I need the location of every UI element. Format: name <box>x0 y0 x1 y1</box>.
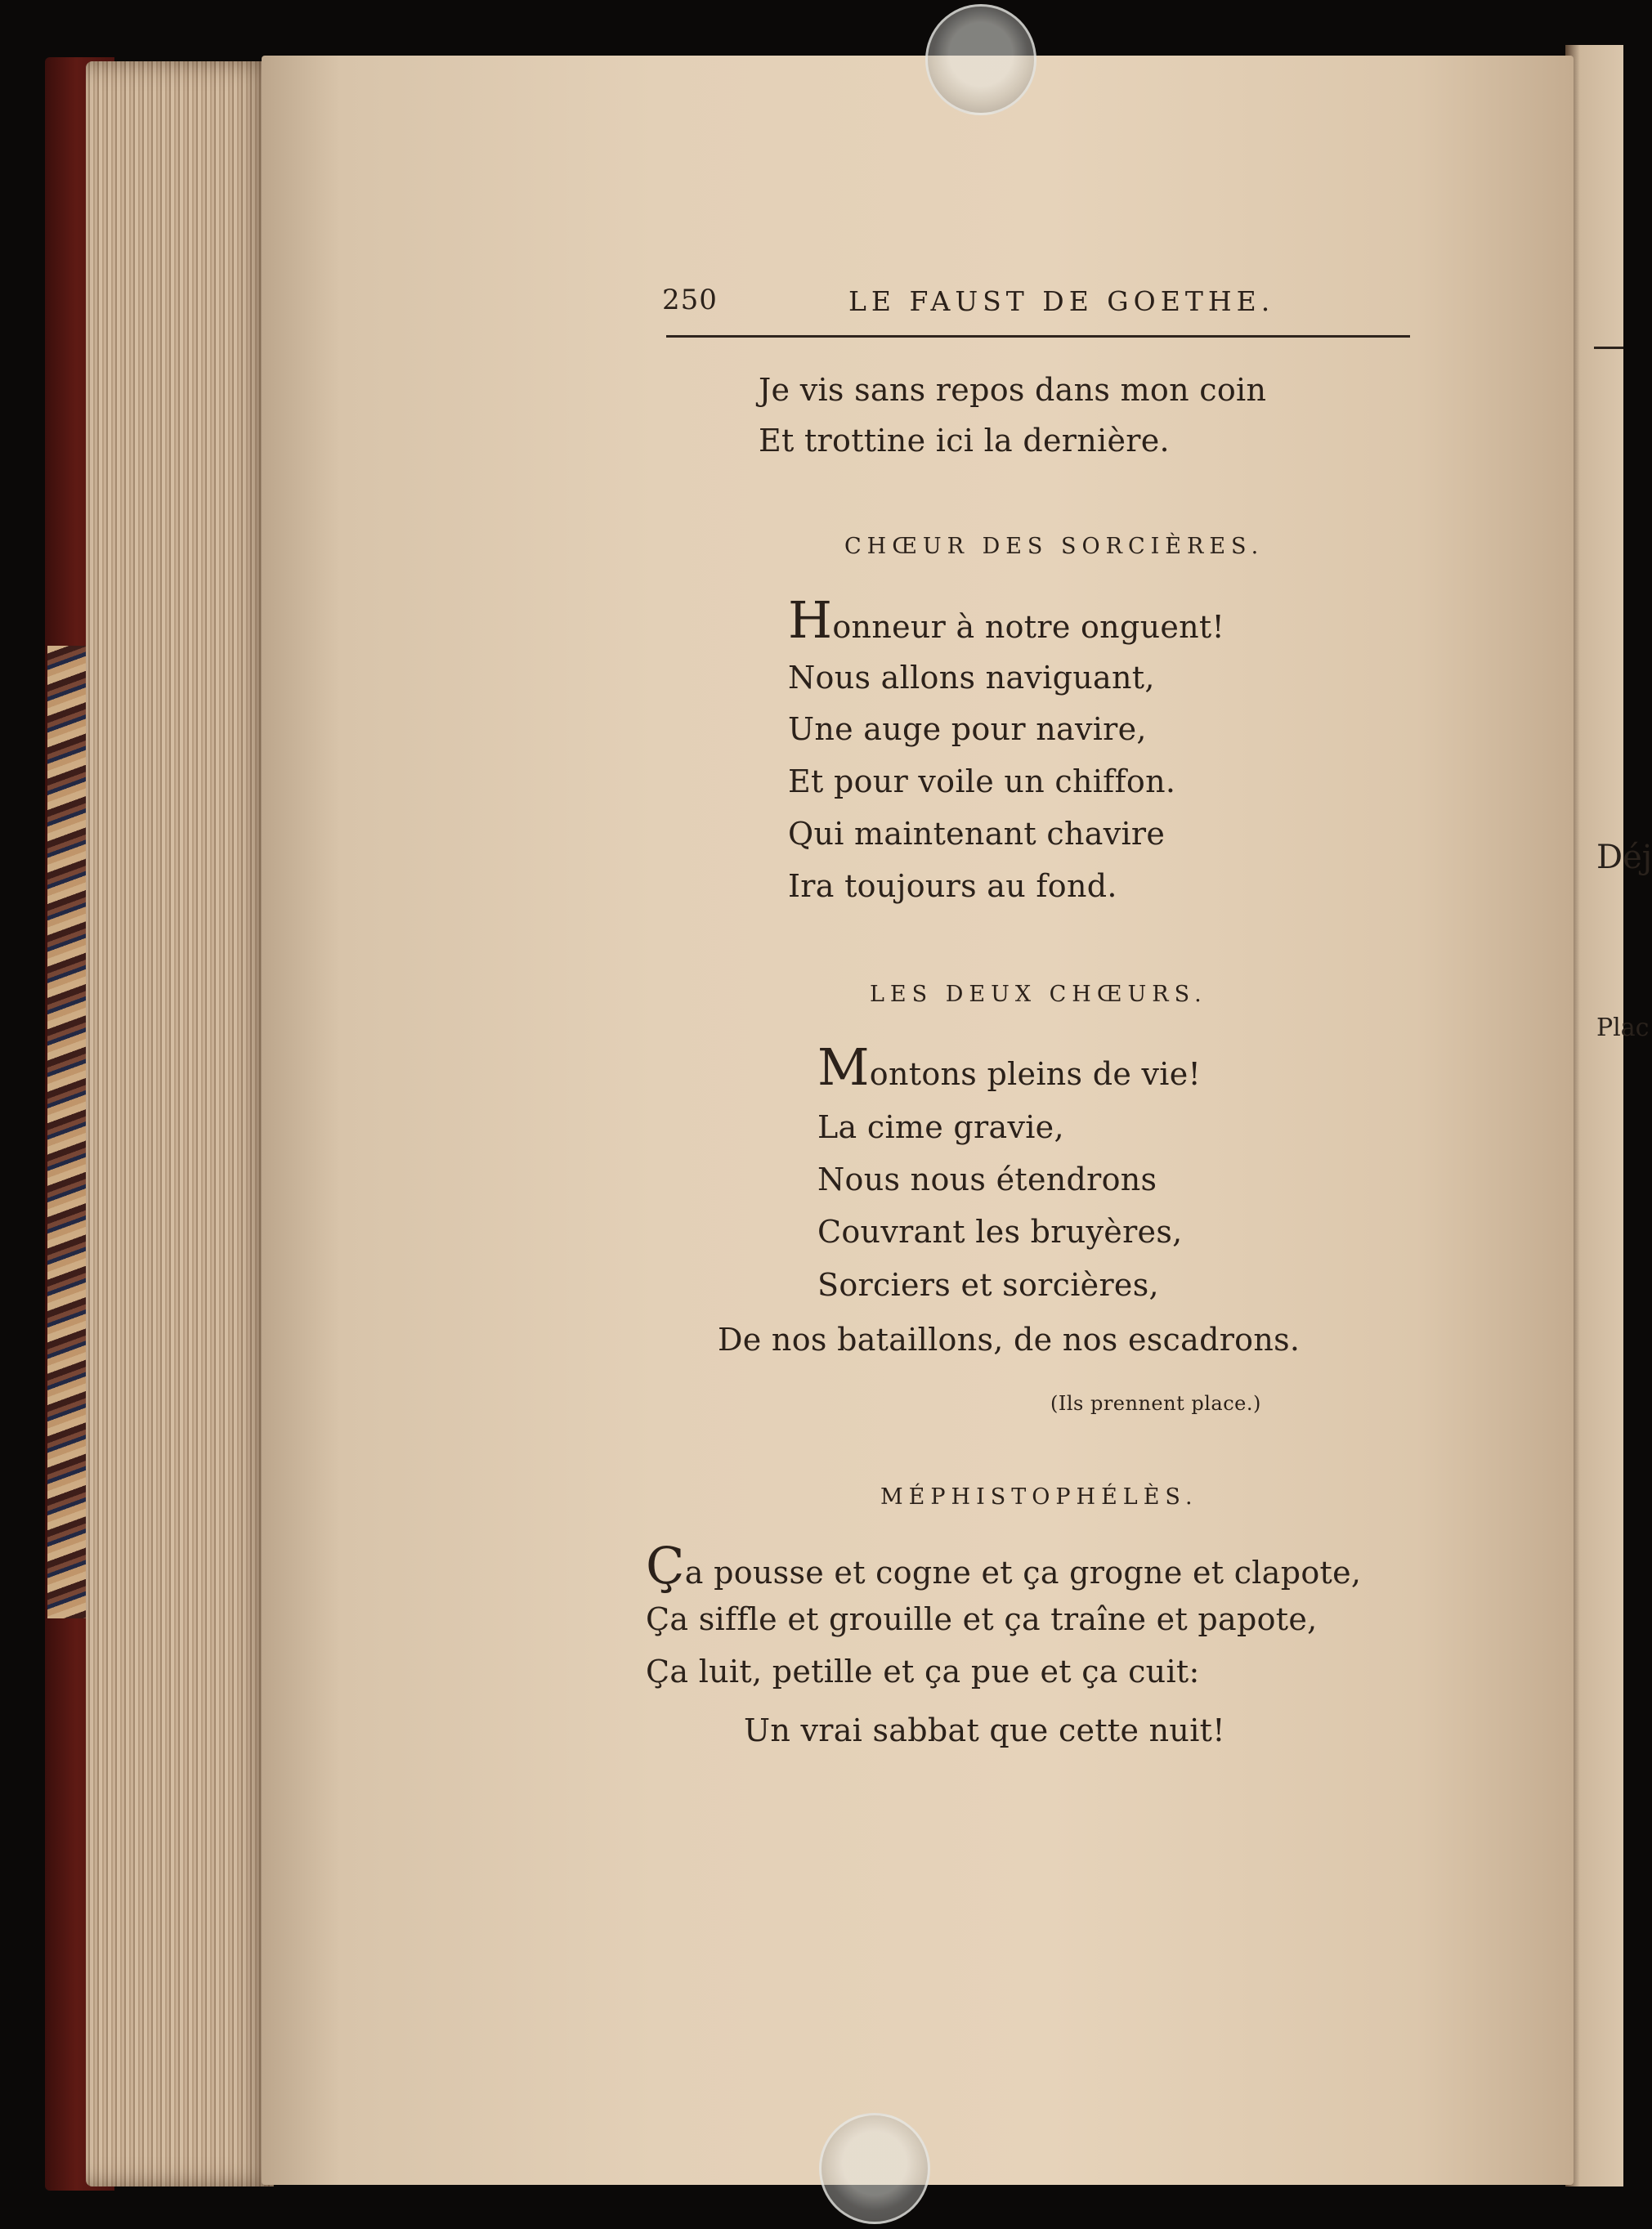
speaker-heading: LES DEUX CHŒURS. <box>870 982 1207 1007</box>
verse-line: La cime gravie, <box>817 1109 1064 1145</box>
facing-page-rule <box>1594 347 1623 349</box>
page-clip <box>819 2113 930 2224</box>
facing-page-fragment: Déj <box>1596 839 1652 876</box>
verse-line: Couvrant les bruyères, <box>817 1214 1183 1250</box>
facing-page-fragment: Plac <box>1596 1014 1650 1042</box>
speaker-heading: MÉPHISTOPHÉLÈS. <box>880 1484 1198 1510</box>
running-title: LE FAUST DE GOETHE. <box>848 285 1275 317</box>
drop-cap: M <box>817 1037 870 1097</box>
drop-cap: Ç <box>646 1536 685 1596</box>
facing-page <box>1565 45 1623 2186</box>
header-rule <box>666 335 1410 338</box>
verse-line: Je vis sans repos dans mon coin <box>759 372 1267 408</box>
verse-line: Qui maintenant chavire <box>788 816 1166 852</box>
verse-line-rest: a pousse et cogne et ça grogne et clapote, <box>684 1555 1362 1591</box>
page-block-edges <box>86 61 274 2186</box>
verse-line-first <box>817 1037 1202 1097</box>
verse-line: Nous allons naviguant, <box>788 660 1155 696</box>
verse-line: Et trottine ici la dernière. <box>759 423 1170 459</box>
verse-line-rest: ontons pleins de vie! <box>869 1056 1202 1092</box>
stage-direction: (Ils prennent place.) <box>1050 1392 1261 1415</box>
verse-line: Une auge pour navire, <box>788 711 1147 747</box>
page-clip <box>925 4 1036 115</box>
verse-line: Sorciers et sorcières, <box>817 1267 1159 1303</box>
page-number: 250 <box>662 284 718 316</box>
verse-line: Ça luit, petille et ça pue et ça cuit: <box>646 1654 1200 1690</box>
speaker-heading: CHŒUR DES SORCIÈRES. <box>844 534 1265 559</box>
verse-line-first <box>646 1536 1362 1596</box>
verse-line-first <box>788 590 1225 650</box>
verse-line: Et pour voile un chiffon. <box>788 763 1176 799</box>
verse-line: Ira toujours au fond. <box>788 868 1117 904</box>
verse-line-rest: onneur à notre onguent! <box>832 609 1225 645</box>
verse-line: Nous nous étendrons <box>817 1161 1157 1197</box>
verse-line: De nos bataillons, de nos escadrons. <box>718 1322 1301 1358</box>
verse-line: Un vrai sabbat que cette nuit! <box>744 1712 1225 1748</box>
drop-cap: H <box>788 590 833 650</box>
verse-line: Ça siffle et grouille et ça traîne et papote, <box>646 1601 1318 1637</box>
